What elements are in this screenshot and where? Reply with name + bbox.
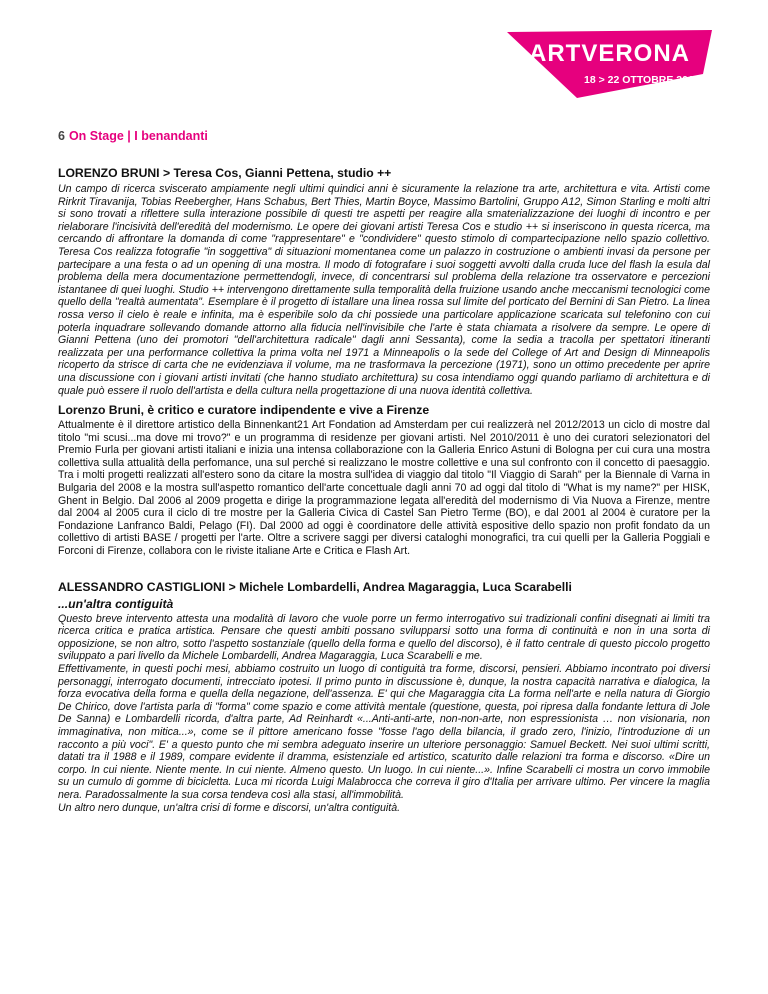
article2-paragraph-1: Questo breve intervento attesta una modalità di lavoro che vuole porre un fermo interrogativo sui tradizionali confini disegnati ai limiti tra ricerca critica e pratica artistica. Pensare che questi ambiti possano svilupparsi sotto una forma di continuità e non in una sorta di opposizione, se non altro, sotto l'aspetto sostanziale (quello della forma e quello del discorso), è il fatto centrale di questo piccolo progetto sviluppato a pari livello da Michele Lombardelli, Andrea Magaraggia, Luca Scarabelli e me. <box>58 612 710 663</box>
section-header <box>58 129 208 143</box>
logo-dates-text: 18 > 22 OTTOBRE 2012 <box>584 74 700 86</box>
article1-body: Un campo di ricerca sviscerato ampiamente negli ultimi quindici anni è sicuramente la relazione tra arte, architettura e vita. Artisti come Rirkrit Tiravanija, Tobias Reebergher, Hans Schabus, Bert Thies, Martin Boyce, Massimo Bartolini, Gruppo A12, Simon Starling e molti altri si sono trovati a riflettere sulla interazione possibile di questi tre aspetti per reagire alla smaterializzazione dei luoghi di incontro e per rielaborare l'incisività dell'eredità del modernismo. Le opere dei giovani artisti Teresa Cos e studio ++ si inseriscono in questa ricerca, ma cercando di affrontare la domanda di come "rappresentare" e "condividere" questo stimolo di compartecipazione nello spazio collettivo. Teresa Cos realizza fotografie "in soggettiva" di situazioni momentanea come un palazzo in costruzione o ambienti invasi da persone per partecipare a una festa o ad un opening di una mostra. Il modo di fotografare i suoi soggetti avvolti dalla cruda luce del flash la esula dal problema della mera documentazione permettendogli, invece, di concentrarsi sul problema della relazione tra osservatore e percezioni istantanee di quei luoghi. Studio ++ intervengono direttamente sulla temporalità della fruizione usando anche meccanismi tecnologici come quello della "realtà aumentata". Esemplare è il progetto di istallare una linea rossa sul limite del porticato del Bernini di San Pietro. La linea rossa verso il cielo è reale e infinita, ma è esperibile solo da chi possiede una particolare applicazione scaricata sul telefonino con cui poterla inquadrare sollevando domande attorno alla fiducia nell'invisibile che l'arte è stata chiamata a risolvere da sempre. Le opere di Gianni Pettena (uno dei promotori "dell'architettura radicale" dagli anni Sessanta), come la sedia a tracolla per spettatori itineranti realizzata per una performance collettiva la prima volta nel 1971 a Minneapolis o la sede del College of Art and Design di Minneapolis ricoperto da strisce di carta che ne evidenziava il volume, ma ne trasformava la percezione (1971), sono un ottimo precedente per aprire una discussione con i giovani artisti invitati (che hanno studiato architettura) su cosa intendiamo oggi quando parliamo di architettura e di quale può essere il ruolo dell'artista e della cultura nella progettazione di una nuova identità collettiva. <box>58 183 710 397</box>
bio1-body: Attualmente è il direttore artistico della Binnenkant21 Art Fondation ad Amsterdam per cui realizzerà nel 2012/2013 un ciclo di mostre dal titolo "mi scusi...ma dove mi trovo?" e un programma di residenze per giovani artisti. Nel 2010/2011 è uno dei curatori selezionatori del Premio Furla per giovani artisti italiani e inizia una intensa collaborazione con la Galleria Enrico Astuni di Bologna per cui cura una mostra collettiva sulla attualità della perfomance, una sul perché si realizzano le mostre collettive e una sul confronto con il concetto di paesaggio. Tra i molti progetti realizzati all'estero sono da citare la mostra sull'idea di viaggio dal titolo "Il Viaggio di Sarah" per la Biennale di Varna in Bulgaria del 2008 e la mostra sull'aspetto romantico dell'arte concettuale dagli anni 70 ad oggi dal titolo di "What is my name?" per HISK, Ghent in Belgio. Dal 2006 al 2009 progetta e dirige la programmazione legata all'eredità del modernismo di Via Nuova a Firenze, mentre dal 2004 al 2005 cura il ciclo di tre mostre per la Galleria Civica di Castel San Pietro Terme (BO), e dal 2001 al 2004 è curatore per la Fondazione Lanfranco Baldi, Pelago (FI). Dal 2000 ad oggi è coordinatore delle attività espositive dello spazio non profit fondato da un collettivo di artisti BASE / progetti per l'arte. Oltre a scrivere saggi per diversi cataloghi monografici, tra cui quelli per la Galleria Poggiali e Forconi di Firenze, collabora con le riviste italiane Arte e Critica e Flash Art. <box>58 419 710 558</box>
logo-brand-text: ARTVERONA <box>529 40 691 67</box>
article2-paragraph-2: Effettivamente, in questi pochi mesi, abbiamo costruito un luogo di contiguità tra forme, discorsi, pensieri. Abbiamo incontrato poi diversi personaggi, interrogato documenti, intrecciato ipotesi. Il primo punto in discussione è, dunque, la nostra capacità narrativa e dialogica, la forza evocativa della forma e quella della negazione, dell'assenza. E' qui che Magaraggia cita La forma nell'arte e nella natura di Giorgio De Chirico, dove l'artista parla di "forma" come spazio e come attività mentale (questione, questa, poi ripresa dalla fondante lettura di Jole De Sanna) e Lombardelli ricorda, d'altra parte, Ad Reinhardt «...Anti-anti-arte, non-non-arte, non espressionista … non visionaria, non immaginativa, non mitica...», come se il pittore americano fosse "fosse l'ago della bilancia, il grado zero, l'inizio, l'introduzione di un racconto a più voci". E' a questo punto che mi sembra adeguato inserire un ulteriore personaggio: Samuel Beckett. Nei suoi ultimi scritti, datati tra il 1988 e il 1989, compare evidente il dramma, esistenziale ed artistico, scaturito dalle relazioni tra forma e discorso. «Dire un corpo. In cui niente. Niente mente. In cui niente. Almeno questo. Un luogo. In cui niente...». Infine Scarabelli ci mostra un corvo immobile su un cumulo di gomme di bicicletta. Luca mi ricorda Luigi Malabrocca che correva il giro d'Italia per arrivare ultimo. Per vincere la maglia nera. Paradossalmente la sua corsa tendeva così alla stasi, all'immobilità. <box>58 663 710 801</box>
artverona-logo <box>507 30 717 98</box>
article2-heading: ALESSANDRO CASTIGLIONI > Michele Lombardelli, Andrea Magaraggia, Luca Scarabelli <box>58 579 572 594</box>
article2-subheading: ...un'altra contiguità <box>58 596 174 611</box>
section-marker: 6 <box>58 129 65 143</box>
section-title: On Stage | I benandanti <box>68 129 208 143</box>
article2-paragraph-3: Un altro nero dunque, un'altra crisi di forme e discorsi, un'altra contiguità. <box>58 801 401 814</box>
document-body <box>58 166 710 814</box>
article1-heading: LORENZO BRUNI > Teresa Cos, Gianni Pettena, studio ++ <box>58 166 392 180</box>
bio1-heading: Lorenzo Bruni, è critico e curatore indipendente e vive a Firenze <box>58 403 430 418</box>
